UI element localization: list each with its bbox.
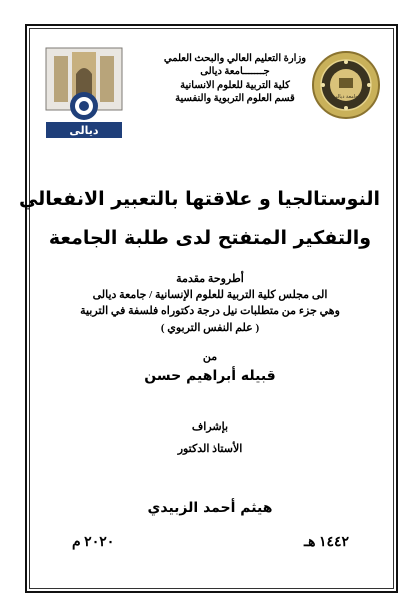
diyala-university-logo xyxy=(40,44,128,140)
supervision-label: بإشراف xyxy=(191,421,229,433)
ministry-name: وزارة التعليم العالي والبحث العلمي xyxy=(163,53,307,64)
college-name: كلية التربية للعلوم الانسانية xyxy=(180,79,290,91)
author-name: قبيله أبراهيم حسن xyxy=(144,368,276,384)
college-seal-logo xyxy=(311,50,381,120)
seal-text: جامعة ديالى xyxy=(333,94,359,100)
thesis-title-line-2: والتفكير المتفتح لدى طلبة الجامعة xyxy=(48,227,372,249)
gregorian-date: ٢٠٢٠ م xyxy=(72,535,115,550)
thesis-title-line-1: النوستالجيا و علاقتها بالتعبير الانفعالي xyxy=(18,188,380,210)
thesis-type: أطروحة مقدمة xyxy=(176,273,244,285)
department-name: قسم العلوم التربوية والنفسية xyxy=(175,93,295,105)
specialization: ( علم النفس التربوي ) xyxy=(160,322,260,334)
submitted-to: الى مجلس كلية التربية للعلوم الإنسانية / جامعة ديالى xyxy=(92,289,328,301)
logo-left-text: ديالى xyxy=(69,124,99,137)
by-label: من xyxy=(202,351,218,363)
university-name: جـــــــامعة ديالى xyxy=(200,66,270,78)
institution-header xyxy=(160,52,310,106)
hijri-date: ١٤٤٢ هـ xyxy=(304,535,350,550)
supervisor-name: هيثم أحمد الزبيدي xyxy=(147,500,273,516)
degree-requirement: وهي جزء من متطلبات نيل درجة دكتوراه فلسفة في التربية xyxy=(80,305,340,317)
supervisor-title: الأستاذ الدكتور xyxy=(177,443,243,455)
